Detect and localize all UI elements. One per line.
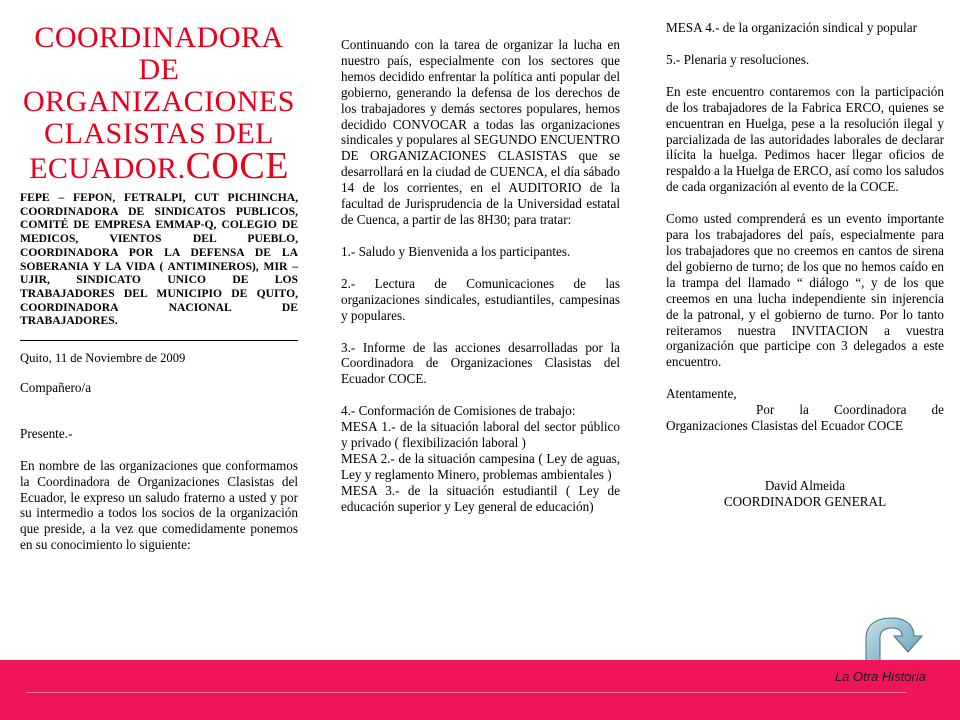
title-coce: COCE: [185, 145, 289, 187]
mesa-3: MESA 3.- de la situación estudiantil ( Ley de educación superior y Ley general de educación): [341, 482, 620, 514]
title-line-last: [20, 145, 298, 187]
footer-band: [0, 660, 960, 720]
title-line: COORDINADORA: [34, 21, 284, 54]
erco-paragraph: En este encuentro contaremos con la participación de los trabajadores de la Fabrica ERCO, quienes se encuentran en Huelga, pese a la resolución ilegal y parcializada de las autoridades laborales de declarar ilícita la huelga. Pedimos hacer llegar oficios de respaldo a la Huelga de ERCO, así como los saludos de cada organización al evento de la COCE.: [666, 83, 944, 195]
agenda-item-2: 2.- Lectura de Comunicaciones de las organizaciones sindicales, estudiantiles, campesinas y populares.: [341, 275, 620, 323]
closing: Atentamente,: [666, 386, 737, 402]
intro-paragraph: En nombre de las organizaciones que conformamos la Coordinadora de Organizaciones Clasistas del Ecuador, le expreso un saludo fraterno a usted y por su intermedio a todos los socios de la organización que preside, a la vez que comedidamente ponemos en su conocimiento lo siguiente:: [20, 457, 298, 553]
convocation-paragraph: Continuando con la tarea de organizar la lucha en nuestro país, especialmente con los sectores que hemos decidido enfrentar la política anti popular del gobierno, generando la defensa de los derechos de los trabajadores y demás sectores populares, hemos decidido CONVOCAR a todas las organizaciones sindicales y populares al SEGUNDO ENCUENTRO DE ORGANIZACIONES CLASISTAS que se desarrollará en la ciudad de CUENCA, el día sábado 14 de los corrientes, en el AUDITORIO de la facultad de Jurisprudencia de la Universidad estatal de Cuenca, a partir de las 8H30; para tratar:: [341, 37, 620, 227]
signer-title: COORDINADOR GENERAL: [723, 493, 887, 509]
agenda-item-5: 5.- Plenaria y resoluciones.: [666, 51, 810, 67]
column-right: [666, 0, 944, 510]
title-ecuador: ECUADOR.: [29, 152, 186, 185]
column-middle: [341, 0, 620, 515]
closing-by: Por la Coordinadora de Organizaciones Clasistas del Ecuador COCE: [666, 402, 944, 434]
member-organizations: FEPE – FEPON, FETRALPI, CUT PICHINCHA, COORDINADORA DE SINDICATOS PUBLICOS, COMITÉ DE EMPRESA EMMAP-Q, COLEGIO DE MEDICOS, VIENTOS DEL PUEBLO, COORDINADORA POR LA DEFENSA DE LA SOBERANIA Y LA VIDA ( ANTIMINEROS), MIR –UJIR, SINDICATO UNICO DE LOS TRABAJADORES DEL MUNICIPIO DE QUITO, COORDINADORA NACIONAL DE TRABAJADORES.: [20, 191, 298, 328]
footer-divider: [26, 692, 906, 693]
agenda-item-4: 4.- Conformación de Comisiones de trabajo:: [341, 403, 576, 419]
signature-block: [666, 478, 944, 510]
mesa-1: MESA 1.- de la situación laboral del sector público y privado ( flexibilización laboral ): [341, 419, 620, 451]
title-line: CLASISTAS DEL: [44, 117, 274, 150]
presente: Presente.-: [20, 425, 73, 441]
divider: [20, 340, 298, 341]
mesa-4: MESA 4.- de la organización sindical y popular: [666, 20, 917, 35]
letter-date: Quito, 11 de Noviembre de 2009: [20, 351, 186, 366]
u-turn-arrow-icon[interactable]: [858, 616, 928, 666]
column-left: [20, 0, 298, 553]
title-line: DE: [138, 53, 180, 86]
greeting: Compañero/a: [20, 379, 92, 395]
mesa-2: MESA 2.- de la situación campesina ( Ley de aguas, Ley y reglamento Minero, problemas ambientales ): [341, 450, 620, 482]
title-line: ORGANIZACIONES: [23, 85, 295, 118]
agenda-item-3: 3.- Informe de las acciones desarrolladas por la Coordinadora de Organizaciones Clasistas del Ecuador COCE.: [341, 339, 620, 387]
signer-name: David Almeida: [764, 477, 846, 493]
footer-text: La Otra Historia: [834, 669, 926, 684]
agenda-item-1: 1.- Saludo y Bienvenida a los participantes.: [341, 243, 571, 259]
event-paragraph: Como usted comprenderá es un evento importante para los trabajadores del país, especialmente para los trabajadores que no creemos en cantos de sirena del gobierno de turno; de los que no hemos caído en la trampa del llamado “ diálogo “, y de los que creemos en una lucha independiente sin injerencia de la patronal, y el gobierno de turno. Por lo tanto reiteramos nuestra INVITACION a vuestra organización que participe con 3 delegados a este encuentro.: [666, 211, 944, 370]
document-title: [20, 22, 298, 185]
